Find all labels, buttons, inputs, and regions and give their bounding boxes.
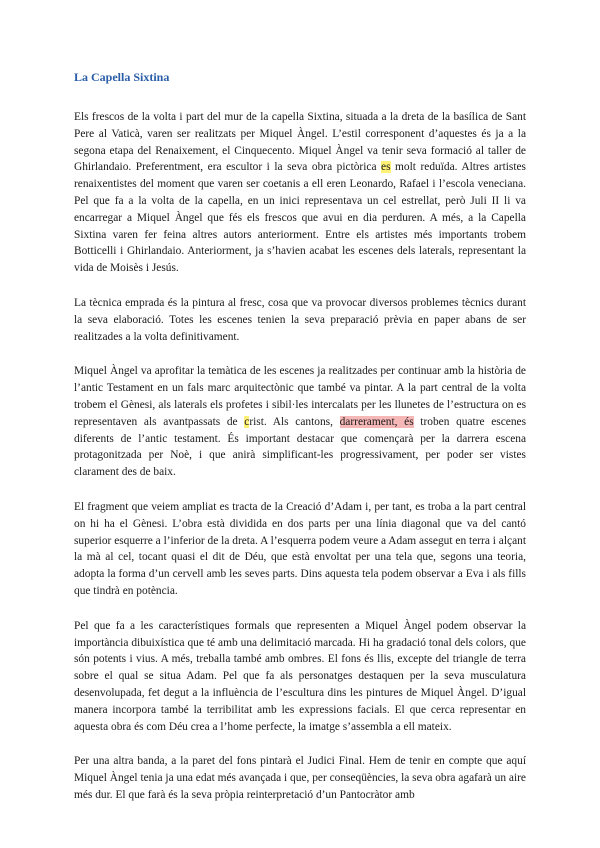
paragraph-1 [74,109,526,277]
paragraph-3-text-a: Miquel Àngel va aprofitar la temàtica de les escenes ja realitzades per continuar amb la història de l’antic Testament en un fals marc arquitectònic que també va pintar. A la part central de la volta trobem el Gènesi, als laterals els profetes i sibil·les intercalats per les llunetes de l’estructura on es representaven als avantpassats de [74,365,526,428]
paragraph-1-text-b: molt reduïda. Altres artistes renaixentistes del moment que varen ser coetanis a ell eren Leonardo, Rafael i l’escola veneciana. Pel que fa a la volta de la capella, en un inici representava un cel estrellat, però Juli II li va encarregar a Miquel Àngel que fés els frescos que avui en dia perduren. A més, a la Capella Sixtina varen fer feina altres autors anteriorment. Entre els artistes més importants trobem Botticelli i Ghirlandaio. Anteriorment, ja s’havien acabat les escenes dels laterals, representant la vida de Moisès i Jesús. [74,161,526,275]
highlight-c: c [244,415,250,428]
highlight-es: es [381,161,391,174]
paragraph-3-text-b: rist. Als cantons, [249,415,340,428]
paragraph-5: Pel que fa a les característiques formals que representen a Miquel Àngel podem observar la importància dibuixística que té amb una delimitació marcada. Hi ha gradació tonal dels colors, que són potents i vius. A més, treballa també amb ombres. El fons és llis, excepte del triangle de terra sobre el qual se situa Adam. Pel que fa als personatges destaquen per la seva musculatura desenvolupada, fet degut a la influència de l’escultura dins les pintures de Miquel Àngel. D’igual manera incorpora també la terribilitat amb les expressions facials. El que cerca representar en aquesta obra és com Déu crea a l’home perfecte, la imatge s’assembla a ell mateix. [74,619,526,733]
highlight-darrerament: darrerament, és [339,415,414,428]
paragraph-2: La tècnica emprada és la pintura al fresc, cosa que va provocar diversos problemes tècnics durant la seva elaboració. Totes les escenes tenien la seva preparació prèvia en paper abans de ser realitzades a la volta definitivament. [74,296,526,343]
paragraph-1-text-a: Els frescos de la volta i part del mur de la capella Sixtina, situada a la dreta de la basílica de Sant Pere al Vaticà, varen ser realitzats per Miquel Àngel. L’estil corresponent d’aquestes és ja a la segona etapa del Renaixement, el Cinquecento. Miquel Àngel va tenir seva formació al taller de Ghirlandaio. Preferentment, era escultor i la seva obra pictòrica [74,111,526,174]
paragraph-6: Per una altra banda, a la paret del fons pintarà el Judici Final. Hem de tenir en compte que aquí Miquel Àngel tenia ja una edat més avançada i que, per conseqüències, la seva obra agafarà un aire més dur. El que farà és la seva pròpia reinterpretació d’un Pantocràtor amb [74,755,526,801]
document-title: La Capella Sixtina [74,70,170,84]
paragraph-3 [74,363,526,481]
paragraph-3-text-c: troben quatre escenes diferents de l’antic testament. És important destacar que començarà per la darrera escena protagonitzada per Noè, i que anirà simplificant-les progressivament, per poder ser vistes clarament des de baix. [74,415,526,479]
paragraph-4: El fragment que veiem ampliat es tracta de la Creació d’Adam i, per tant, es troba a la part central on hi ha el Gènesi. L’obra està dividida en dos parts per una línia diagonal que va del cantó superior esquerre a l’inferior de la dreta. A l’esquerra podem veure a Adam assegut en terra i alçant la mà al cel, tocant quasi el dit de Déu, que està envoltat per una tela que, segons una teoria, adopta la forma d’un cervell amb les seves parts. Dins aquesta tela podem observar a Eva i als fills que tindrà en potència. [74,500,526,597]
